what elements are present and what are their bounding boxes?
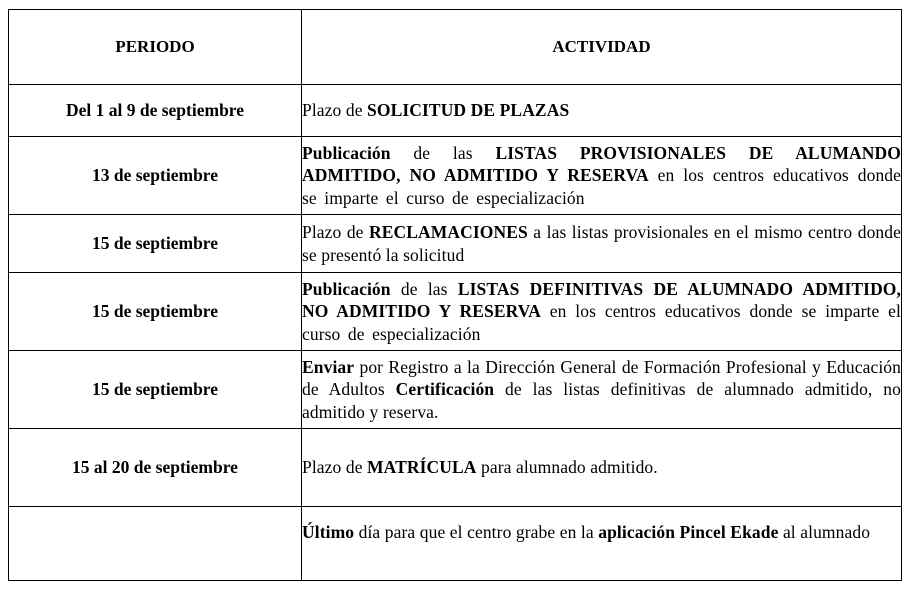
activity-text-bold: MATRÍCULA bbox=[367, 457, 477, 478]
activity-text-bold: Enviar bbox=[302, 356, 355, 377]
activity-text: de las bbox=[390, 142, 496, 163]
activity-cell bbox=[302, 507, 902, 581]
activity-text-bold: Publicación bbox=[302, 278, 391, 299]
activity-cell bbox=[302, 351, 902, 429]
activity-text: en los centros educativos donde se imparte el curso de especialización bbox=[302, 165, 902, 208]
activity-text-bold: aplicación Pincel Ekade bbox=[598, 522, 779, 542]
activity-text-bold: Publicación bbox=[302, 142, 391, 163]
activity-text: en los centros educativos donde se imparte el curso de especialización bbox=[302, 301, 901, 344]
table-row bbox=[9, 429, 902, 507]
activity-text-bold: Certificación bbox=[395, 379, 495, 400]
activity-text: al alumnado bbox=[778, 522, 871, 542]
period-cell bbox=[9, 507, 302, 581]
table-row bbox=[9, 507, 902, 581]
activity-text: a las listas provisionales en el mismo centro donde se presentó la solicitud bbox=[302, 222, 901, 265]
activity-text-bold: Último bbox=[302, 522, 355, 542]
activity-text: Plazo de bbox=[302, 457, 368, 478]
activity-text: de las listas definitivas de alumnado admitido, no admitido y reserva. bbox=[302, 379, 901, 422]
activity-cell bbox=[302, 215, 902, 273]
period-cell: 15 de septiembre bbox=[9, 351, 302, 429]
activity-cell bbox=[302, 429, 902, 507]
activity-text-bold: RECLAMACIONES bbox=[369, 222, 528, 242]
schedule-table bbox=[8, 9, 902, 581]
period-cell: Del 1 al 9 de septiembre bbox=[9, 85, 302, 137]
activity-text-bold: LISTAS DEFINITIVAS DE ALUMNADO ADMITIDO, NO ADMITIDO Y RESERVA bbox=[302, 278, 901, 322]
period-cell: 13 de septiembre bbox=[9, 137, 302, 215]
table-row bbox=[9, 351, 902, 429]
header-periodo: PERIODO bbox=[9, 10, 302, 85]
header-row bbox=[9, 10, 902, 85]
table-row bbox=[9, 215, 902, 273]
activity-cell bbox=[302, 273, 902, 351]
table-row bbox=[9, 273, 902, 351]
activity-text: de las bbox=[390, 278, 458, 299]
period-cell: 15 de septiembre bbox=[9, 215, 302, 273]
activity-text: para alumnado admitido. bbox=[476, 457, 658, 478]
period-cell: 15 al 20 de septiembre bbox=[9, 429, 302, 507]
activity-text-bold: LISTAS PROVISIONALES DE ALUMANDO ADMITIDO, NO ADMITIDO Y RESERVA bbox=[302, 142, 901, 186]
activity-text: Plazo de bbox=[302, 100, 368, 121]
activity-cell bbox=[302, 85, 902, 137]
table-row bbox=[9, 85, 902, 137]
activity-text: por Registro a la Dirección General de Formación Profesional y Educación de Adultos bbox=[302, 356, 901, 400]
activity-text: día para que el centro grabe en la bbox=[354, 522, 599, 542]
table-row bbox=[9, 137, 902, 215]
activity-text-bold: SOLICITUD DE PLAZAS bbox=[367, 100, 570, 121]
activity-cell bbox=[302, 137, 902, 215]
activity-text: Plazo de bbox=[302, 222, 370, 242]
header-actividad: ACTIVIDAD bbox=[302, 10, 902, 85]
period-cell: 15 de septiembre bbox=[9, 273, 302, 351]
